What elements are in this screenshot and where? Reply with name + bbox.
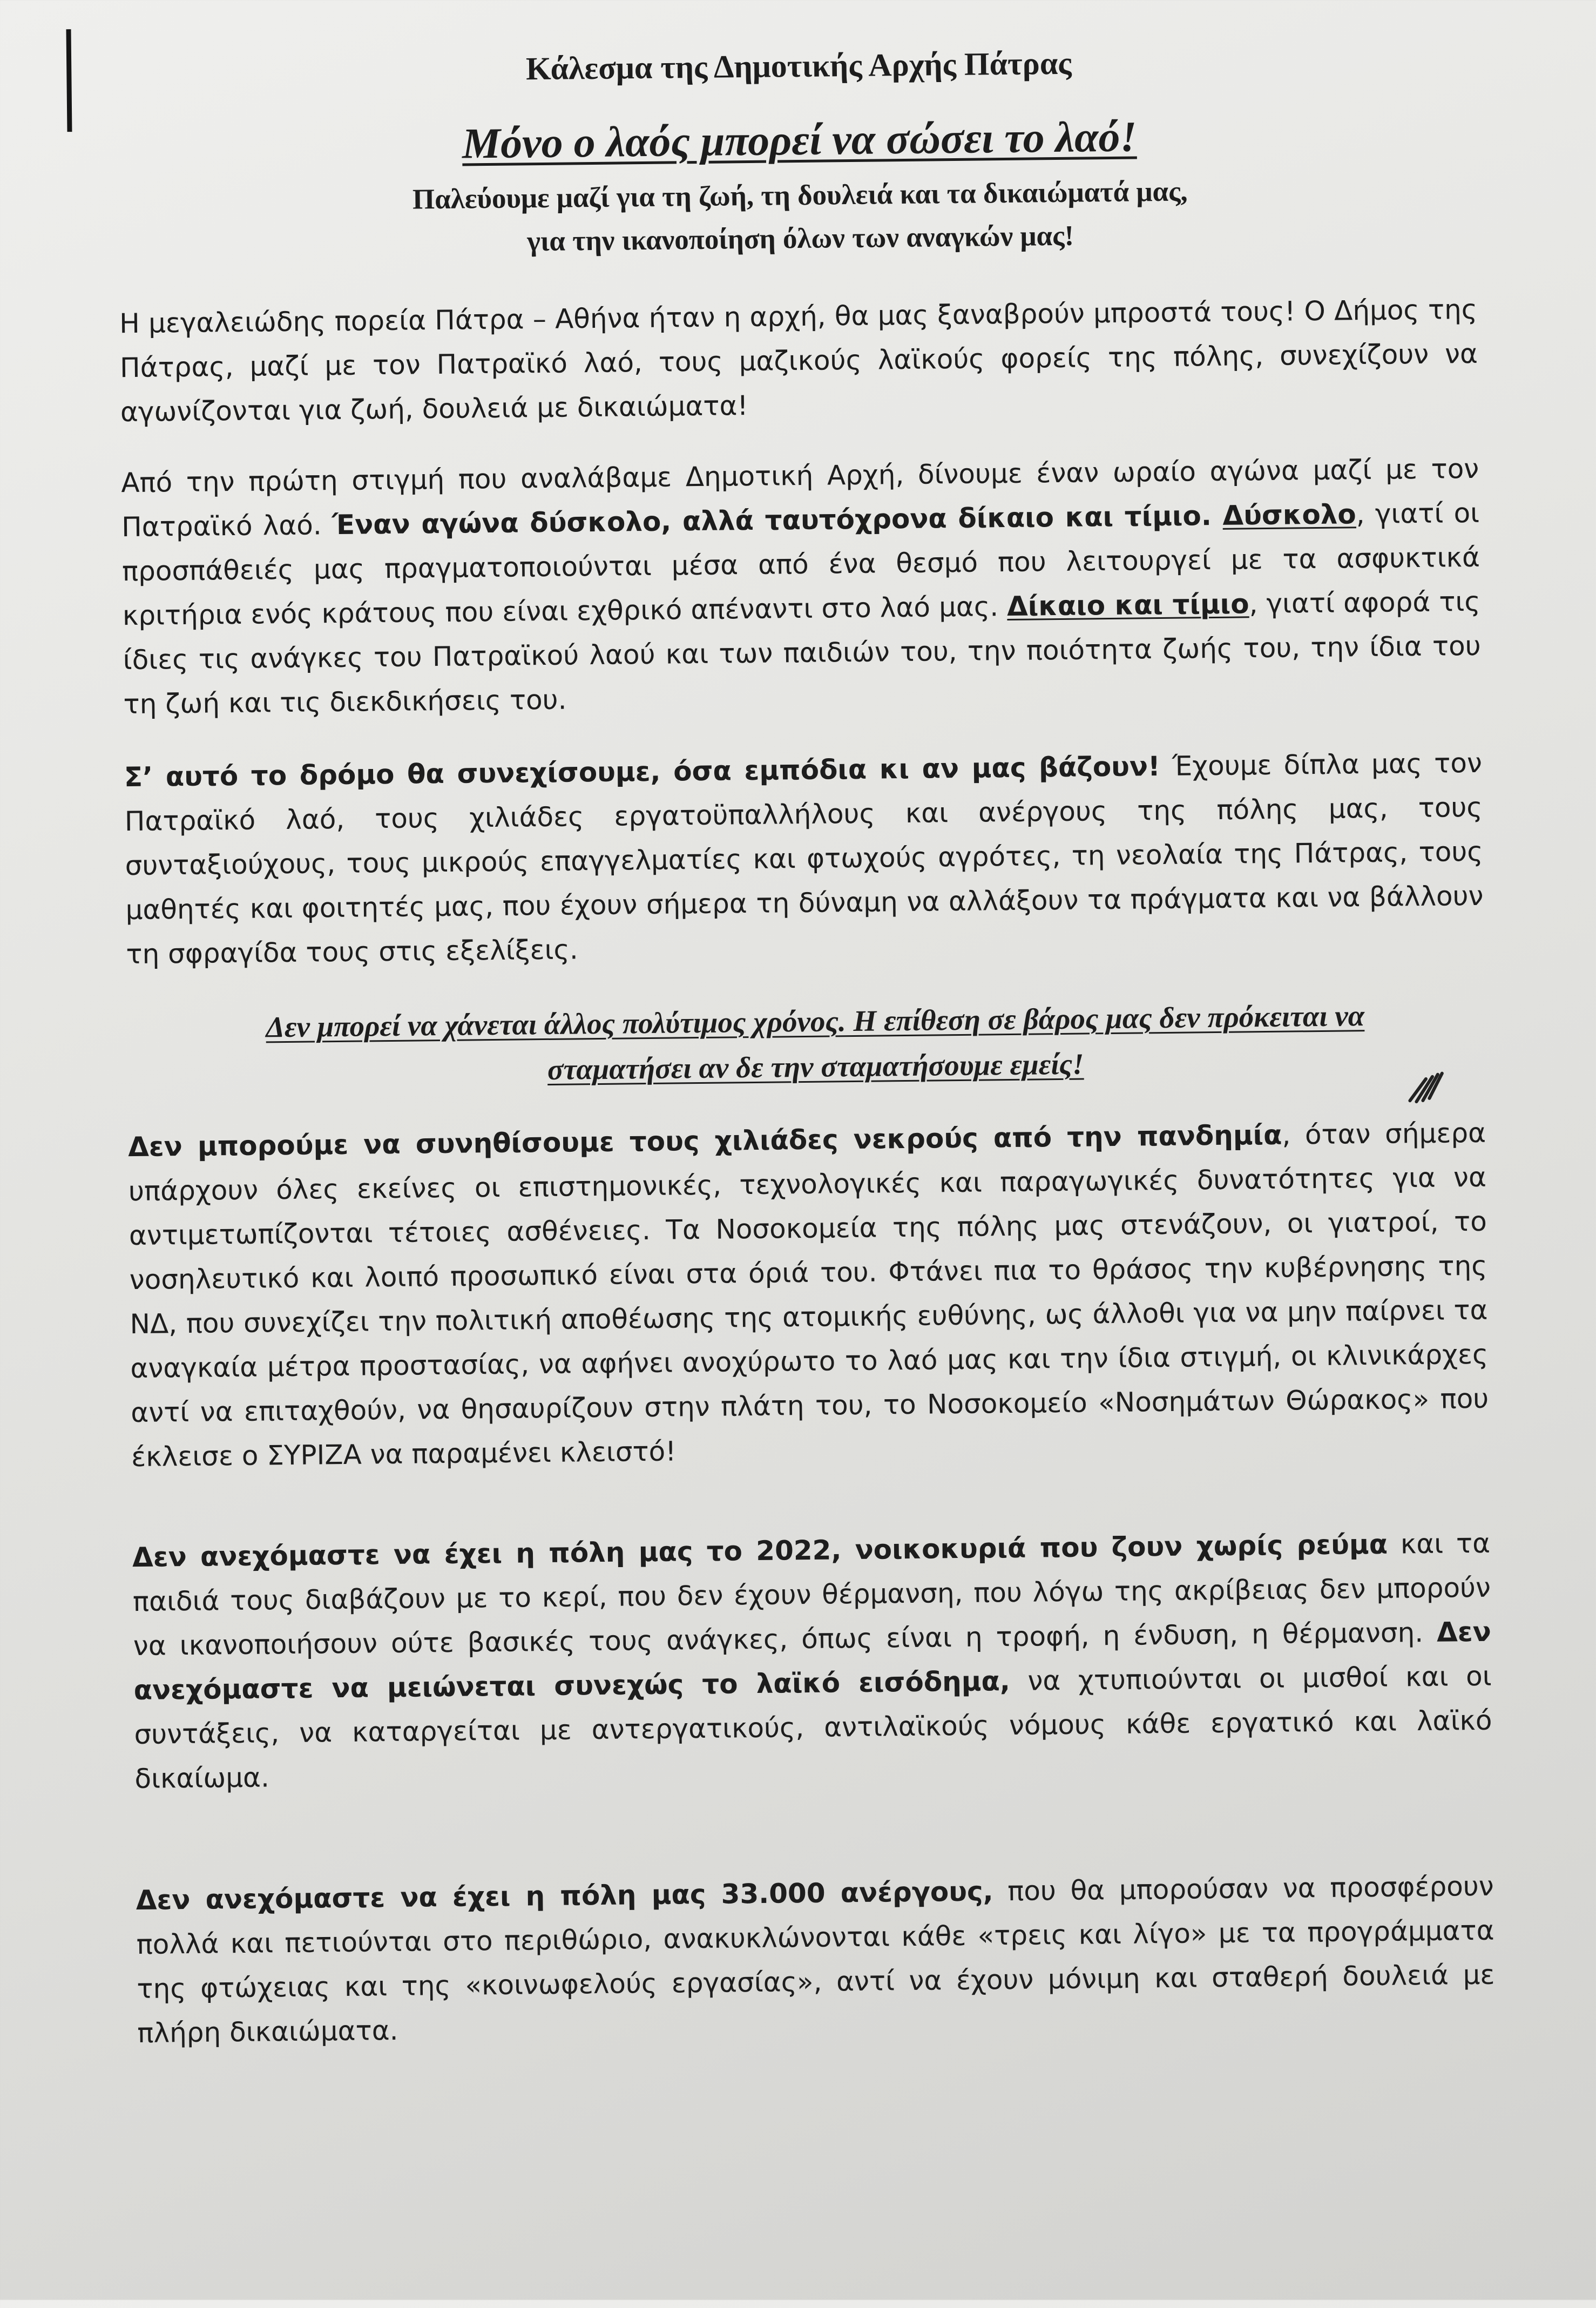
paragraph-6-text-1: που θα μπορούσαν να προσφέρουν πολλά και πετιούνται στο περιθώριο, ανακυκλώνονται κάθε «τρεις και λίγο» με τα προγράμματα της φτώχειας και της «κοινωφελούς εργασίας», αντί να έχουν μόνιμη και σταθερή δουλειά με πλήρη δικαιώματα. [136,1870,1495,2049]
paragraph-3 [124,741,1484,976]
paragraph-2-underline-1: Δύσκολο [1222,498,1357,531]
paragraph-4-text-1: , όταν σήμερα υπάρχουν όλες εκείνες οι επιστημονικές, τεχνολογικές και παραγωγικές δυνατότητες για να αντιμετωπίζονται τέτοιες ασθένειες. Τα Νοσοκομεία της πόλης μας στενάζουν, οι γιατροί, το νοσηλευτικό και λοιπό προσωπικό είναι στα όριά του. Φτάνει πια το θράσος την κυβέρνησης της ΝΔ, που συνεχίζει την πολιτική αποθέωσης της ατομικής ευθύνης, ως άλλοθι για να μην παίρνει τα αναγκαία μέτρα προστασίας, να αφήνει ανοχύρωτο το λαό μας και την ίδια στιγμή, οι κλινικάρχες αντί να επιταχθούν, να θησαυρίζουν στην πλάτη του, το Νοσοκομείο «Νοσημάτων Θώρακος» που έκλεισε ο ΣΥΡΙΖΑ να παραμένει κλειστό! [128,1117,1489,1473]
paragraph-1 [119,287,1478,434]
paragraph-3-bold-1: Σ’ αυτό το δρόμο θα συνεχίσουμε, όσα εμπόδια κι αν μας βάζουν! [124,751,1161,793]
paragraph-6 [136,1864,1495,2055]
paragraph-2-text-2: , γιατί οι προσπάθειές μας πραγματοποιούνται μέσα από ένα θεσμό που λειτουργεί με τα ασφυκτικά κριτήρια ενός κράτους που είναι εχθρικό απέναντι στο λαό μας. [121,497,1480,632]
callout-line-1: Δεν μπορεί να χάνεται άλλος πολύτιμος χρόνος. Η επίθεση σε βάρος μας δεν πρόκειται να [266,999,1365,1044]
document-title: Μόνο ο λαός μπορεί να σώσει το λαό! [462,113,1137,168]
paragraph-6-bold-1: Δεν ανεχόμαστε να έχει η πόλη μας 33.000 ανέργους, [136,1875,993,1916]
pen-mark-icon [1404,1063,1448,1106]
paragraph-2-underline-2: Δίκαιο και τίμιο [1006,588,1249,623]
document-organization: Κάλεσμα της Δημοτικής Αρχής Πάτρας [525,45,1072,87]
paragraph-3-text-1: Έχουμε δίπλα μας τον Πατραϊκό λαό, τους χιλιάδες εργατοϋπαλλήλους και ανέργους της πόλης μας, τους συνταξιούχους, τους μικρούς επαγγελματίες και φτωχούς αγρότες, τη νεολαία της Πάτρας, τους μαθητές και φοιτητές μας, που έχουν σήμερα τη δύναμη να αλλάξουν τα πράγματα και να βάλλουν τη σφραγίδα τους στις εξελίξεις. [124,747,1484,970]
subtitle-line-1: Παλεύουμε μαζί για τη ζωή, τη δουλειά και τα δικαιώματά μας, [412,176,1188,215]
paragraph-2 [121,447,1482,726]
paragraph-5-text-2: να χτυπιούνται οι μισθοί και οι συντάξεις, να καταργείται με αντεργατικούς, αντιλαϊκούς νόμους κάθε εργατικό και λαϊκό δικαίωμα. [134,1660,1492,1795]
paragraph-5-text-1: και τα παιδιά τους διαβάζουν με το κερί, που δεν έχουν θέρμανση, που λόγω της ακρίβειας δεν μπορούν να ικανοποιήσουν ούτε βασικές τους ανάγκες, όπως είναι η τροφή, η ένδυση, η θέρμανση. [132,1527,1491,1662]
paragraph-5-bold-1: Δεν ανεχόμαστε να έχει η πόλη μας το 2022, νοικοκυριά που ζουν χωρίς ρεύμα [132,1528,1388,1574]
paragraph-1-text: Η μεγαλειώδης πορεία Πάτρα – Αθήνα ήταν η αρχή, θα μας ξαναβρούν μπροστά τους! Ο Δήμος της Πάτρας, μαζί με τον Πατραϊκό λαό, τους μαζικούς λαϊκούς φορείς της πόλης, συνεχίζουν να αγωνίζονται για ζωή, δουλειά με δικαιώματα! [119,293,1478,428]
paragraph-4 [128,1111,1490,1479]
paragraph-5 [132,1521,1493,1801]
paragraph-5-bold-2: Δεν ανεχόμαστε να μειώνεται συνεχώς το λαϊκό εισόδημα, [133,1616,1492,1706]
paragraph-2-text-1: Από την πρώτη στιγμή που αναλάβαμε Δημοτική Αρχή, δίνουμε έναν ωραίο αγώνα μαζί με τον Πατραϊκό λαό. [120,453,1479,543]
subtitle-line-2: για την ικανοποίηση όλων των αναγκών μας! [526,220,1074,258]
document-subtitle [2,166,1596,269]
paragraph-4-bold-1: Δεν μπορούμε να συνηθίσουμε τους χιλιάδες νεκρούς από την πανδημία [127,1119,1282,1163]
callout-line-2: σταματήσει αν δε την σταματήσουμε εμείς! [547,1047,1084,1086]
paragraph-2-text-3: , γιατί αφορά τις ίδιες τις ανάγκες του Πατραϊκού λαού και των παιδιών του, την ποιότητα ζωής του, την ίδια του τη ζωή και τις διεκδικήσεις του. [123,585,1481,720]
paragraph-2-bold-1: Έναν αγώνα δύσκολο, αλλά ταυτόχρονα δίκαιο και τίμιο. [332,500,1223,541]
callout-statement [140,992,1491,1097]
